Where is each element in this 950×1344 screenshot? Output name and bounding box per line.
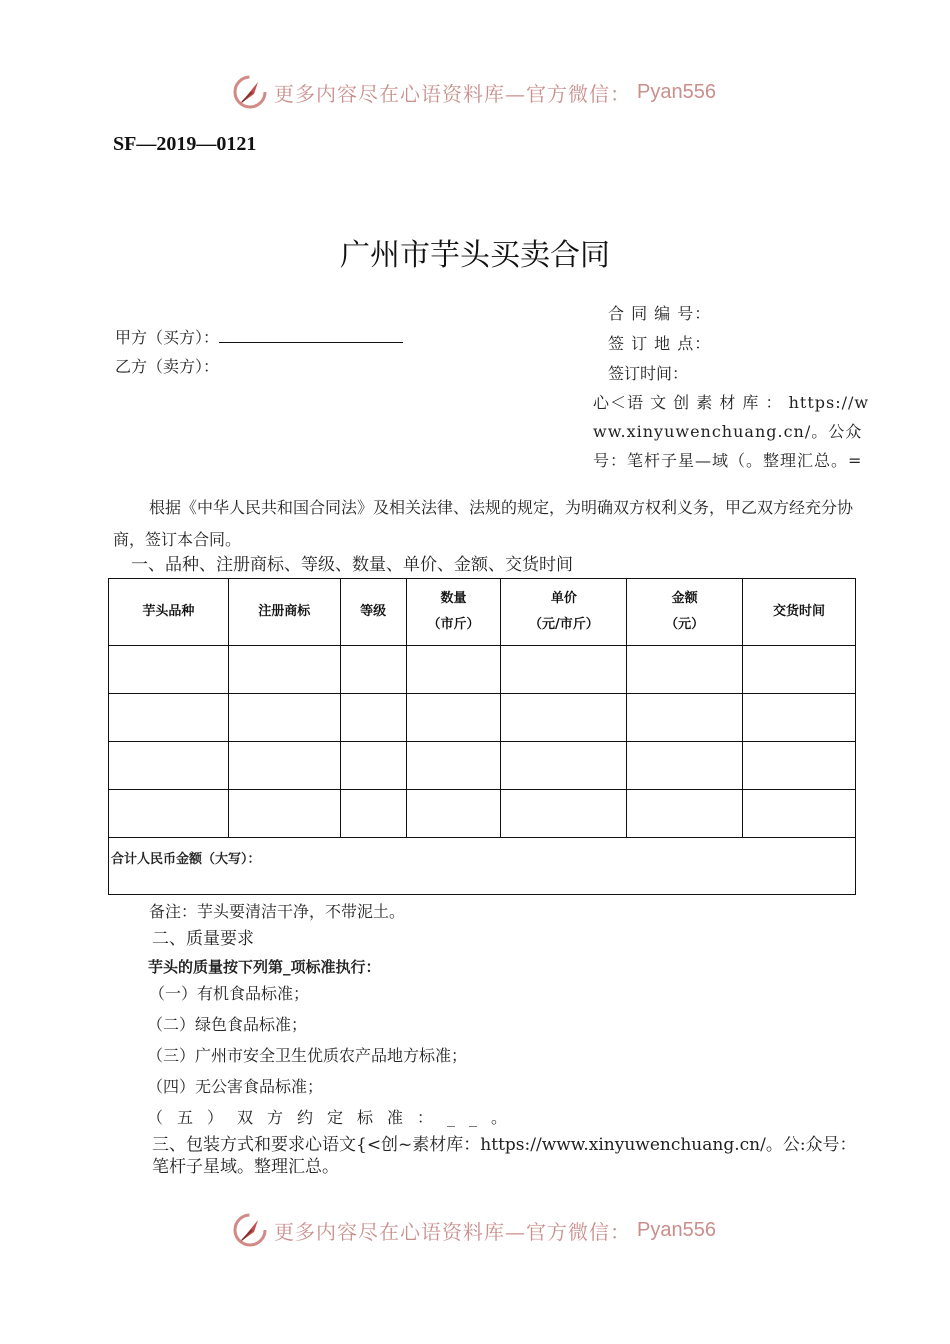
header-grade: 等级 bbox=[340, 579, 406, 646]
header-unit-price: 单价 （元/市斤） bbox=[501, 579, 627, 646]
intro-paragraph: 根据《中华人民共和国合同法》及相关法律、法规的规定，为明确双方权利义务，甲乙双方经充分协商，签订本合同。 bbox=[113, 498, 854, 549]
quality-intro: 芋头的质量按下列第_项标准执行： bbox=[148, 958, 381, 976]
header-delivery-time: 交货时间 bbox=[743, 579, 856, 646]
table-cell[interactable] bbox=[109, 646, 229, 694]
table-cell[interactable] bbox=[501, 694, 627, 742]
watermark-wechat-id: Pyan556 bbox=[637, 1218, 716, 1241]
party-b-label: 乙方（卖方）： bbox=[115, 357, 220, 376]
table-cell[interactable] bbox=[109, 742, 229, 790]
watermark-text: 更多内容尽在心语资料库—官方微信： bbox=[274, 81, 631, 106]
table-cell[interactable] bbox=[109, 694, 229, 742]
goods-table bbox=[108, 578, 856, 895]
party-a-label: 甲方（买方）： bbox=[115, 328, 220, 347]
standard-item: （一）有机食品标准； bbox=[149, 984, 310, 1003]
table-cell[interactable] bbox=[340, 646, 406, 694]
table-cell[interactable] bbox=[501, 790, 627, 838]
table-cell[interactable] bbox=[406, 694, 501, 742]
table-cell[interactable] bbox=[743, 694, 856, 742]
standard-item: （二）绿色食品标准； bbox=[147, 1015, 308, 1034]
section-1-heading: 一、品种、注册商标、等级、数量、单价、金额、交货时间 bbox=[131, 555, 573, 575]
table-cell[interactable] bbox=[228, 646, 340, 694]
sign-place-label: 签 订 地 点： bbox=[608, 334, 712, 353]
table-cell[interactable] bbox=[109, 790, 229, 838]
table-cell[interactable] bbox=[627, 646, 743, 694]
header-variety: 芋头品种 bbox=[109, 579, 229, 646]
table-row bbox=[109, 742, 856, 790]
table-cell[interactable] bbox=[627, 694, 743, 742]
table-row bbox=[109, 646, 856, 694]
header-quantity: 数量 （市斤） bbox=[406, 579, 501, 646]
total-amount-label[interactable]: 合计人民币金额（大写）： bbox=[109, 838, 856, 895]
party-a-row bbox=[115, 328, 403, 348]
quill-logo-icon bbox=[232, 1212, 268, 1248]
table-cell[interactable] bbox=[743, 646, 856, 694]
table-row bbox=[109, 694, 856, 742]
standard-item: （五）双方约定标准：__。 bbox=[147, 1108, 522, 1127]
table-cell[interactable] bbox=[406, 742, 501, 790]
watermark-wechat-id: Pyan556 bbox=[637, 80, 716, 103]
party-a-blank[interactable] bbox=[219, 328, 403, 343]
quill-logo-icon bbox=[232, 74, 268, 110]
table-cell[interactable] bbox=[406, 646, 501, 694]
table-cell[interactable] bbox=[228, 742, 340, 790]
document-code: SF—2019—0121 bbox=[113, 133, 257, 155]
table-row bbox=[109, 790, 856, 838]
sign-time-label: 签订时间： bbox=[608, 364, 689, 383]
table-cell[interactable] bbox=[340, 790, 406, 838]
note-text: 备注：芋头要清洁干净，不带泥土。 bbox=[149, 902, 406, 921]
contract-number-label: 合 同 编 号： bbox=[608, 304, 712, 323]
watermark-text: 更多内容尽在心语资料库—官方微信： bbox=[274, 1219, 631, 1244]
table-cell[interactable] bbox=[340, 694, 406, 742]
table-cell[interactable] bbox=[743, 790, 856, 838]
section-3-heading: 三、包装方式和要求心语文{<创~素材库：https://www.xinyuwenchuang.cn/。公:众号：笔杆子星域。整理汇总。 bbox=[152, 1135, 857, 1177]
header-trademark: 注册商标 bbox=[228, 579, 340, 646]
table-cell[interactable] bbox=[627, 742, 743, 790]
table-total-row bbox=[109, 838, 856, 895]
table-cell[interactable] bbox=[627, 790, 743, 838]
watermark-bottom bbox=[232, 1210, 716, 1250]
table-header-row bbox=[109, 579, 856, 646]
table-cell[interactable] bbox=[340, 742, 406, 790]
table-cell[interactable] bbox=[501, 742, 627, 790]
ad-block: 心＜语 文 创 素 材 库 ： https://www.xinyuwenchuang.cn/。公众号：笔杆子星—域（。整理汇总。= bbox=[593, 393, 870, 470]
page-title: 广州市芋头买卖合同 bbox=[340, 238, 610, 273]
standard-item: （四）无公害食品标准； bbox=[147, 1077, 324, 1096]
table-cell[interactable] bbox=[406, 790, 501, 838]
watermark-top bbox=[232, 72, 716, 112]
table-cell[interactable] bbox=[228, 790, 340, 838]
section-2-heading: 二、质量要求 bbox=[152, 929, 254, 949]
header-amount: 金额 （元） bbox=[627, 579, 743, 646]
table-cell[interactable] bbox=[743, 742, 856, 790]
table-cell[interactable] bbox=[228, 694, 340, 742]
standard-item: （三）广州市安全卫生优质农产品地方标准； bbox=[147, 1046, 468, 1065]
table-cell[interactable] bbox=[501, 646, 627, 694]
